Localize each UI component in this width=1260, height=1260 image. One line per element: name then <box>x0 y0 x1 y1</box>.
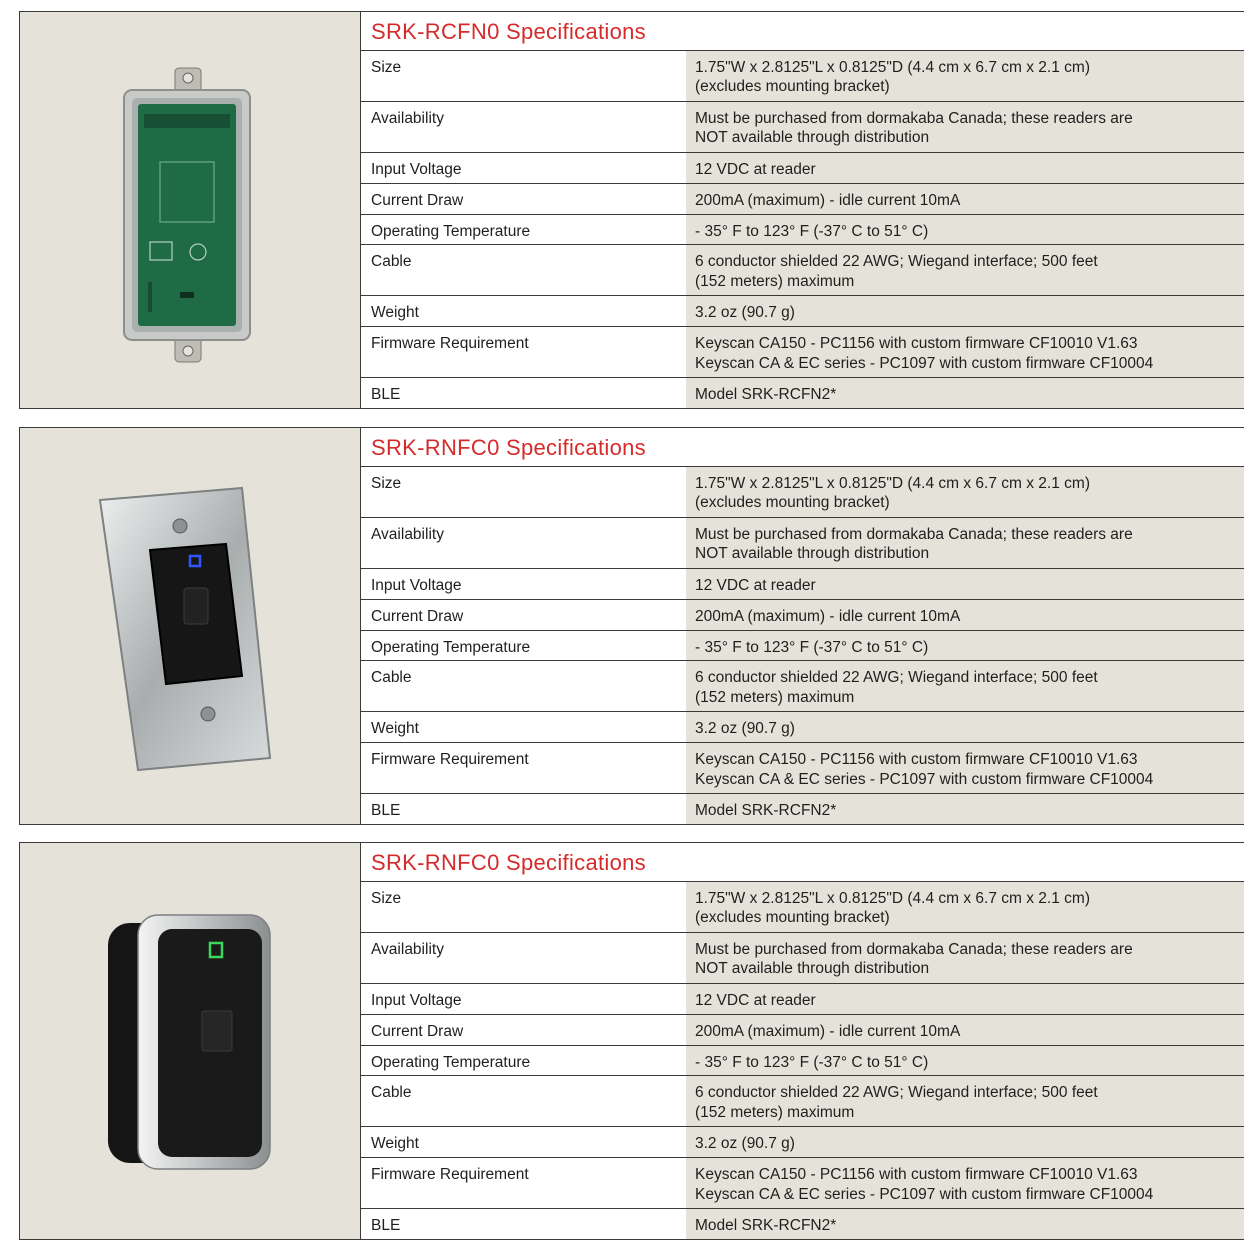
value-line: Keyscan CA & EC series - PC1097 with custom firmware CF10004 <box>695 770 1154 788</box>
value-line: Keyscan CA150 - PC1156 with custom firmware CF10010 V1.63 <box>695 751 1138 769</box>
spec-row <box>361 102 1244 153</box>
spec-label: Cable <box>361 245 686 295</box>
spec-title: SRK-RNFC0 Specifications <box>361 428 1244 467</box>
spec-row <box>361 1158 1244 1209</box>
spec-value <box>686 1127 1244 1157</box>
value-line: 6 conductor shielded 22 AWG; Wiegand interface; 500 feet <box>695 1084 1098 1102</box>
spec-label: Current Draw <box>361 1015 686 1045</box>
spec-label: Input Voltage <box>361 569 686 599</box>
spec-value <box>686 600 1244 630</box>
value-line: Keyscan CA150 - PC1156 with custom firmware CF10010 V1.63 <box>695 1166 1138 1184</box>
value-line: (excludes mounting bracket) <box>695 78 890 96</box>
spec-label: Firmware Requirement <box>361 327 686 377</box>
value-line: Must be purchased from dormakaba Canada; these readers are <box>695 525 1133 543</box>
value-line: 200mA (maximum) - idle current 10mA <box>695 1022 961 1040</box>
spec-value <box>686 1209 1244 1239</box>
product-image-cell <box>19 12 361 408</box>
spec-table-3 <box>361 843 1244 1239</box>
spec-label: Cable <box>361 1076 686 1126</box>
spec-label: Current Draw <box>361 600 686 630</box>
spec-row <box>361 215 1244 246</box>
spec-value <box>686 882 1244 932</box>
spec-value <box>686 51 1244 101</box>
spec-block-3 <box>19 842 1244 1240</box>
spec-label: Size <box>361 882 686 932</box>
spec-row <box>361 984 1244 1015</box>
value-line: 1.75"W x 2.8125"L x 0.8125"D (4.4 cm x 6.7 cm x 2.1 cm) <box>695 474 1090 492</box>
spec-row <box>361 467 1244 518</box>
value-line: 6 conductor shielded 22 AWG; Wiegand interface; 500 feet <box>695 669 1098 687</box>
value-line: 3.2 oz (90.7 g) <box>695 720 795 738</box>
spec-row <box>361 327 1244 378</box>
spec-value <box>686 153 1244 183</box>
reader-plate-icon <box>20 428 360 824</box>
spec-label: Weight <box>361 1127 686 1157</box>
spec-label: BLE <box>361 378 686 408</box>
value-line: 6 conductor shielded 22 AWG; Wiegand interface; 500 feet <box>695 253 1098 271</box>
spec-label: Cable <box>361 661 686 711</box>
spec-block-2 <box>19 427 1244 825</box>
value-line: NOT available through distribution <box>695 129 930 147</box>
spec-label: Size <box>361 51 686 101</box>
value-line: 200mA (maximum) - idle current 10mA <box>695 607 961 625</box>
spec-label: Firmware Requirement <box>361 743 686 793</box>
value-line: - 35° F to 123° F (-37° C to 51° C) <box>695 638 929 656</box>
spec-label: Weight <box>361 712 686 742</box>
spec-value <box>686 631 1244 661</box>
spec-label: Availability <box>361 102 686 152</box>
spec-row <box>361 518 1244 569</box>
spec-label: Availability <box>361 518 686 568</box>
reader-pcb-icon <box>20 12 360 408</box>
spec-value <box>686 569 1244 599</box>
spec-value <box>686 1076 1244 1126</box>
spec-label: Size <box>361 467 686 517</box>
spec-value <box>686 184 1244 214</box>
spec-value <box>686 743 1244 793</box>
value-line: 1.75"W x 2.8125"L x 0.8125"D (4.4 cm x 6.7 cm x 2.1 cm) <box>695 58 1090 76</box>
value-line: Keyscan CA150 - PC1156 with custom firmware CF10010 V1.63 <box>695 335 1138 353</box>
spec-row <box>361 1127 1244 1158</box>
spec-row <box>361 933 1244 984</box>
spec-row <box>361 51 1244 102</box>
spec-label: Operating Temperature <box>361 1046 686 1076</box>
spec-value <box>686 933 1244 983</box>
value-line: Model SRK-RCFN2* <box>695 386 837 404</box>
spec-row <box>361 1046 1244 1077</box>
spec-value <box>686 327 1244 377</box>
value-line: (152 meters) maximum <box>695 1103 855 1121</box>
spec-row <box>361 794 1244 824</box>
spec-row <box>361 743 1244 794</box>
spec-row <box>361 712 1244 743</box>
spec-row <box>361 1015 1244 1046</box>
spec-title: SRK-RNFC0 Specifications <box>361 843 1244 882</box>
spec-label: Current Draw <box>361 184 686 214</box>
value-line: (152 meters) maximum <box>695 272 855 290</box>
spec-row <box>361 1076 1244 1127</box>
spec-value <box>686 984 1244 1014</box>
spec-row <box>361 882 1244 933</box>
spec-value <box>686 518 1244 568</box>
value-line: (excludes mounting bracket) <box>695 494 890 512</box>
spec-label: BLE <box>361 794 686 824</box>
spec-value <box>686 215 1244 245</box>
value-line: Model SRK-RCFN2* <box>695 802 837 820</box>
spec-label: Input Voltage <box>361 153 686 183</box>
spec-value <box>686 1158 1244 1208</box>
spec-value <box>686 467 1244 517</box>
spec-value <box>686 712 1244 742</box>
value-line: - 35° F to 123° F (-37° C to 51° C) <box>695 222 929 240</box>
spec-row <box>361 184 1244 215</box>
spec-row <box>361 631 1244 662</box>
spec-value <box>686 296 1244 326</box>
spec-label: Input Voltage <box>361 984 686 1014</box>
spec-value <box>686 102 1244 152</box>
spec-row <box>361 153 1244 184</box>
spec-row <box>361 1209 1244 1239</box>
product-image-cell <box>19 428 361 824</box>
spec-value <box>686 245 1244 295</box>
spec-label: Availability <box>361 933 686 983</box>
spec-label: BLE <box>361 1209 686 1239</box>
spec-table-2 <box>361 428 1244 824</box>
value-line: 200mA (maximum) - idle current 10mA <box>695 191 961 209</box>
value-line: Model SRK-RCFN2* <box>695 1217 837 1235</box>
spec-label: Weight <box>361 296 686 326</box>
spec-table-1 <box>361 12 1244 408</box>
spec-title: SRK-RCFN0 Specifications <box>361 12 1244 51</box>
spec-row <box>361 378 1244 408</box>
value-line: 12 VDC at reader <box>695 576 816 594</box>
value-line: 1.75"W x 2.8125"L x 0.8125"D (4.4 cm x 6.7 cm x 2.1 cm) <box>695 889 1090 907</box>
value-line: 3.2 oz (90.7 g) <box>695 1135 795 1153</box>
value-line: (152 meters) maximum <box>695 688 855 706</box>
spec-value <box>686 1015 1244 1045</box>
value-line: Must be purchased from dormakaba Canada; these readers are <box>695 940 1133 958</box>
spec-row <box>361 296 1244 327</box>
spec-row <box>361 569 1244 600</box>
spec-value <box>686 1046 1244 1076</box>
value-line: NOT available through distribution <box>695 545 930 563</box>
value-line: 12 VDC at reader <box>695 160 816 178</box>
spec-row <box>361 245 1244 296</box>
value-line: 12 VDC at reader <box>695 991 816 1009</box>
spec-label: Operating Temperature <box>361 215 686 245</box>
spec-value <box>686 661 1244 711</box>
spec-value <box>686 378 1244 408</box>
value-line: Keyscan CA & EC series - PC1097 with custom firmware CF10004 <box>695 354 1154 372</box>
spec-row <box>361 661 1244 712</box>
value-line: Keyscan CA & EC series - PC1097 with custom firmware CF10004 <box>695 1185 1154 1203</box>
value-line: NOT available through distribution <box>695 960 930 978</box>
spec-block-1 <box>19 11 1244 409</box>
reader-mullion-icon <box>20 843 360 1239</box>
value-line: - 35° F to 123° F (-37° C to 51° C) <box>695 1053 929 1071</box>
value-line: (excludes mounting bracket) <box>695 909 890 927</box>
spec-label: Firmware Requirement <box>361 1158 686 1208</box>
product-image-cell <box>19 843 361 1239</box>
value-line: Must be purchased from dormakaba Canada; these readers are <box>695 109 1133 127</box>
spec-row <box>361 600 1244 631</box>
spec-value <box>686 794 1244 824</box>
spec-label: Operating Temperature <box>361 631 686 661</box>
value-line: 3.2 oz (90.7 g) <box>695 304 795 322</box>
